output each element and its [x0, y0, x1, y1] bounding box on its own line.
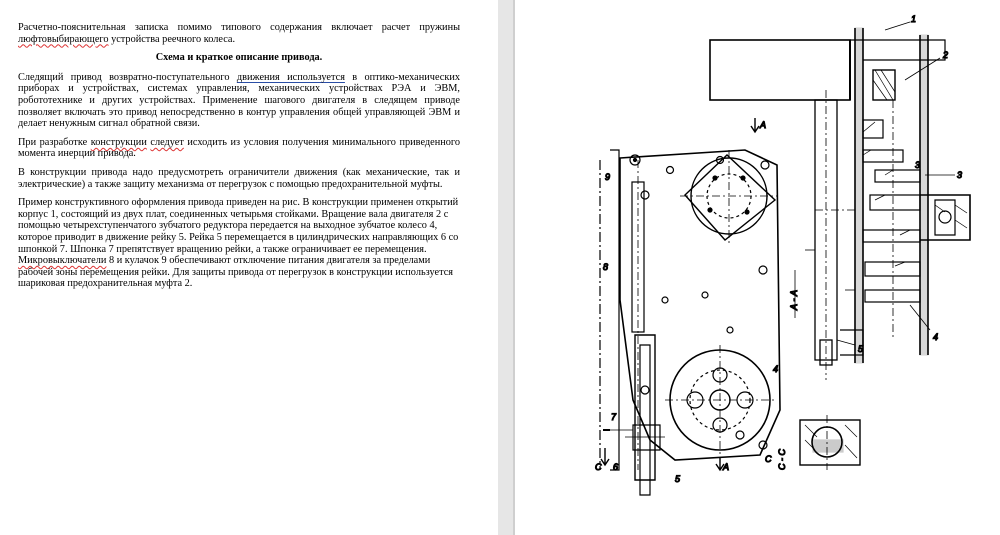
section-view-c-c — [800, 415, 860, 470]
label-section-a-top: А — [760, 120, 767, 130]
paragraph-1 — [18, 72, 460, 130]
text-run: Пример конструктивного оформления привода приведен на рис. В конструкции применен открытий корпус 1, состоящий из двух плат, соединенных четырьмя стойками. Вращение вала двигателя 2 с помощью четырехступенчатого зубчатого редуктора передается на выходное зубчатое колесо 4, которое приводит в движение рейку 5. Рейка 5 перемещается в цилиндрических направляющих 6 со шпонкой 7. Шпонка 7 препятствует вращению рейки, а также ограничивает ее перемещения. — [18, 197, 459, 255]
label-4b: 4 — [773, 364, 779, 374]
marked-word: Микровыключатели — [18, 255, 107, 267]
paragraph-2 — [18, 137, 460, 160]
label-9: 9 — [605, 172, 611, 182]
label-section-c-right: С — [765, 454, 772, 464]
label-8: 8 — [603, 262, 609, 272]
text-run: Расчетно-пояснительная записка помимо типового содержания включает расчет пружины — [18, 22, 460, 33]
text-run: исходить из условия получения минимального приведенного момента инерции привода. — [18, 136, 460, 160]
label-3: 3 — [957, 170, 963, 180]
label-section-c-c: С - С — [777, 449, 787, 470]
front-view — [600, 118, 780, 495]
marked-word: следует — [150, 136, 184, 148]
paragraph-3 — [18, 167, 460, 190]
marked-word: движения используется — [236, 71, 345, 83]
text-run: 8 и кулачок 9 обеспечивают отключение питания двигателя за пределами рабочей зоны перемещения рейки. Для защиты привода от перегрузок в конструкции используется шариковая предохранительная муфта 2. — [18, 255, 454, 290]
marked-word: конструкции — [90, 136, 147, 148]
label-6: 6 — [613, 462, 619, 472]
label-2: 2 — [943, 50, 949, 60]
label-4: 4 — [933, 332, 939, 342]
text-run: Следящий привод возвратно-поступательного — [18, 71, 237, 83]
label-1: 1 — [911, 14, 917, 24]
section-view-a-a — [710, 22, 970, 380]
marked-word: люфтовыбирающего — [18, 33, 109, 45]
document-page-right — [515, 0, 1000, 535]
document-body — [18, 22, 460, 297]
section-heading: Схема и краткое описание привода. — [155, 52, 323, 64]
label-section-a-bottom: А — [723, 462, 730, 472]
text-run: В конструкции привода надо предусмотреть ограничители движения (как механические, так и электрические) а также защиту механизма от перегрузок с помощью предохранительной муфты. — [18, 166, 460, 190]
label-section-c-left: С — [595, 462, 602, 472]
label-3b: 3 — [915, 160, 921, 170]
mechanism-technical-drawing — [515, 0, 1000, 535]
label-5: 5 — [858, 344, 864, 354]
paragraph-4 — [18, 197, 460, 290]
intro-paragraph — [18, 22, 460, 45]
document-page-left — [0, 0, 498, 535]
label-5b: 5 — [675, 474, 681, 484]
text-run: в оптико-механических приборах и устройствах, системах управления, механических устройствах РЭА и ЭВМ, робототехнике и других устройствах. Применение шагового двигателя в следящем приводе позволяет включать это привод непосредственно в контур управления общей управляющей ЭВМ и делает ненужным сигнал обратной связи. — [18, 71, 461, 130]
label-7: 7 — [611, 412, 617, 422]
text-run: устройства реечного колеса. — [108, 33, 236, 45]
text-run: При разработке — [18, 136, 91, 148]
label-section-a-a: А - А — [789, 289, 799, 310]
